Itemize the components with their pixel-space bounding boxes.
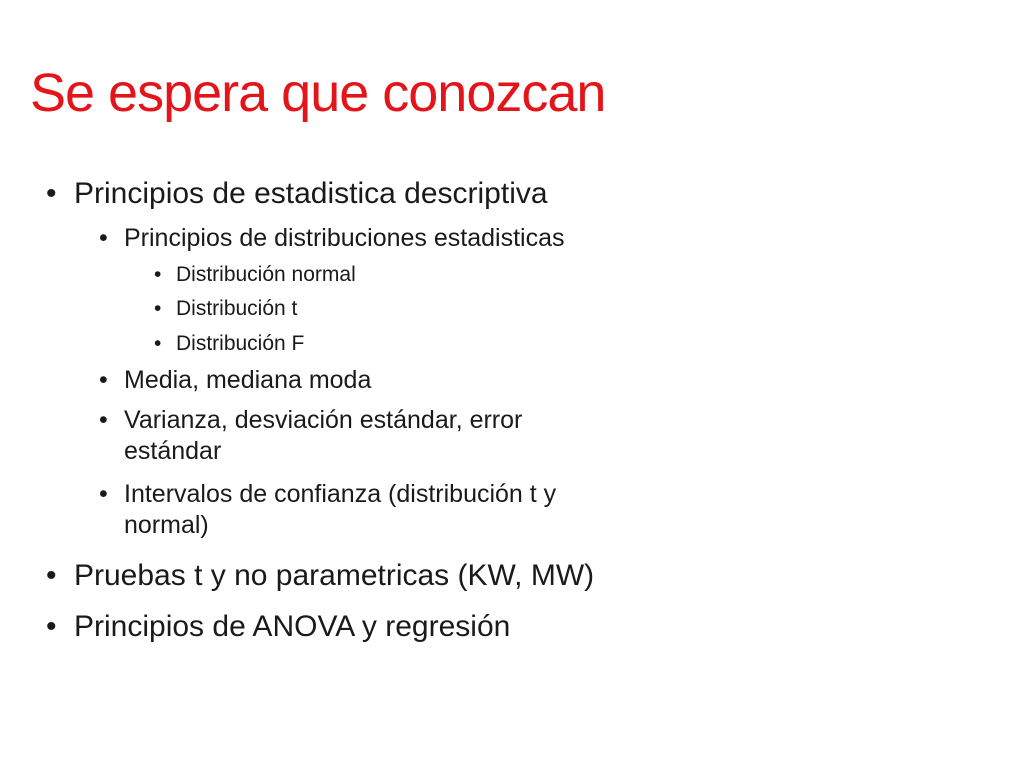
- bullet-icon: •: [46, 559, 57, 592]
- bullet-icon: •: [154, 297, 162, 320]
- bullet-icon: •: [154, 263, 162, 286]
- bullet-item-distributions: [99, 223, 565, 254]
- bullet-text: Distribución normal: [176, 263, 356, 286]
- bullet-item-t-dist: [154, 297, 298, 321]
- bullet-icon: •: [46, 610, 57, 643]
- bullet-item-normal-dist: [154, 263, 356, 287]
- bullet-text-line2: normal): [124, 511, 209, 539]
- bullet-item-confidence-intervals: [99, 479, 557, 541]
- bullet-icon: •: [99, 224, 108, 252]
- bullet-text-line1: Intervalos de confianza (distribución t y: [124, 480, 557, 508]
- bullet-item-f-dist: [154, 332, 305, 356]
- bullet-icon: •: [46, 177, 57, 210]
- bullet-item-variance: [99, 405, 523, 467]
- bullet-text-line1: Varianza, desviación estándar, error: [124, 406, 523, 434]
- slide-title: Se espera que conozcan: [30, 63, 606, 123]
- bullet-item-central-tendency: [99, 365, 372, 396]
- bullet-text: Media, mediana moda: [124, 366, 372, 394]
- bullet-item-descriptive-stats: [46, 177, 548, 210]
- bullet-icon: •: [99, 480, 108, 508]
- bullet-text: Distribución t: [176, 297, 298, 320]
- bullet-text: Distribución F: [176, 332, 305, 355]
- bullet-text: Principios de ANOVA y regresión: [74, 610, 511, 643]
- bullet-icon: •: [154, 332, 162, 355]
- bullet-text-line2: estándar: [124, 437, 222, 465]
- bullet-text: Pruebas t y no parametricas (KW, MW): [74, 559, 595, 592]
- bullet-icon: •: [99, 366, 108, 394]
- bullet-item-anova: [46, 610, 511, 643]
- bullet-icon: •: [99, 406, 108, 434]
- bullet-text: Principios de distribuciones estadisticas: [124, 224, 565, 252]
- bullet-text: Principios de estadistica descriptiva: [74, 177, 548, 210]
- bullet-item-t-tests: [46, 559, 595, 592]
